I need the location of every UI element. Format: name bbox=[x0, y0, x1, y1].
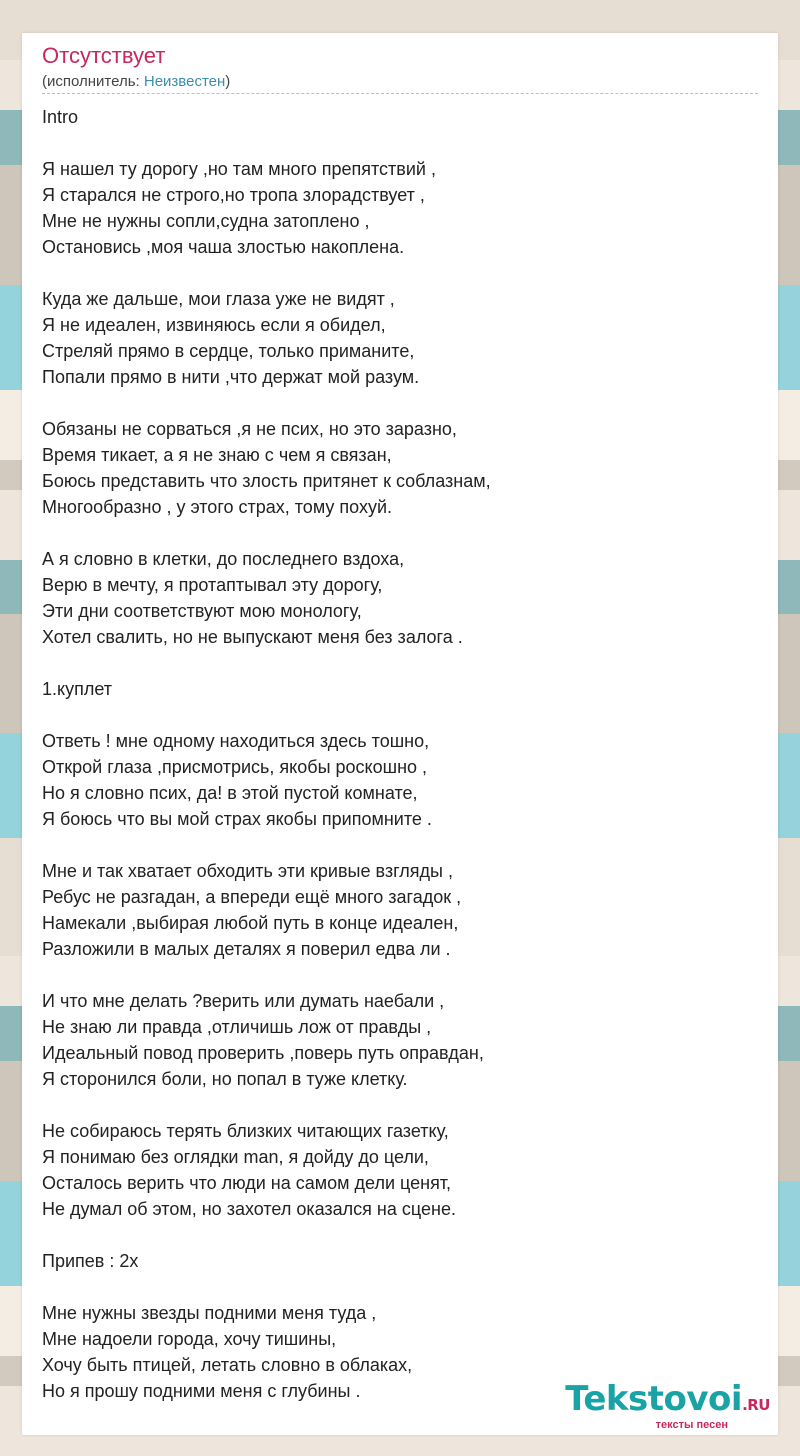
lyric-line: Не думал об этом, но захотел оказался на сцене. bbox=[42, 1199, 456, 1219]
performer-line bbox=[42, 73, 230, 90]
stanza-gap bbox=[42, 520, 762, 546]
lyric-line: Остановись ,моя чаша злостью накоплена. bbox=[42, 237, 405, 257]
lyric-line: Припев : 2x bbox=[42, 1251, 139, 1271]
logo-tagline: тексты песен bbox=[655, 1419, 728, 1431]
lyric-line: Открой глаза ,присмотрись, якобы роскошно , bbox=[42, 757, 428, 777]
logo-tld: .RU bbox=[742, 1396, 770, 1414]
lyric-line: Разложили в малых деталях я поверил едва ли . bbox=[42, 939, 451, 959]
stanza-gap bbox=[42, 832, 762, 858]
lyric-line: 1.куплет bbox=[42, 679, 112, 699]
stanza-gap bbox=[42, 130, 762, 156]
lyric-line: Но я словно псих, да! в этой пустой комнате, bbox=[42, 783, 418, 803]
lyric-line: Верю в мечту, я протаптывал эту дорогу, bbox=[42, 575, 383, 595]
performer-suffix: ) bbox=[225, 73, 231, 90]
lyric-line: Куда же дальше, мои глаза уже не видят , bbox=[42, 289, 395, 309]
performer-link[interactable]: Неизвестен bbox=[143, 73, 226, 90]
lyric-line: Мне надоели города, хочу тишины, bbox=[42, 1329, 337, 1349]
lyric-line: Я нашел ту дорогу ,но там много препятствий , bbox=[42, 159, 436, 179]
lyric-line: Ответь ! мне одному находиться здесь тошно, bbox=[42, 731, 430, 751]
lyric-line: Не собираюсь терять близких читающих газетку, bbox=[42, 1121, 449, 1141]
song-title: Отсутствует bbox=[42, 43, 166, 68]
lyric-line: Хотел свалить, но не выпускают меня без залога . bbox=[42, 627, 463, 647]
lyric-line: Я понимаю без оглядки man, я дойду до цели, bbox=[42, 1147, 429, 1167]
lyric-line: Intro bbox=[42, 107, 79, 127]
logo-brand bbox=[565, 1379, 770, 1422]
lyric-line: Мне нужны звезды подними меня туда , bbox=[42, 1303, 377, 1323]
lyric-line: Не знаю ли правда ,отличишь лож от правды , bbox=[42, 1017, 432, 1037]
stanza-gap bbox=[42, 962, 762, 988]
stanza-gap bbox=[42, 1274, 762, 1300]
lyric-line: Мне не нужны сопли,судна затоплено , bbox=[42, 211, 370, 231]
logo-brand-text: Tekstovoi bbox=[565, 1379, 743, 1419]
lyric-line: Боюсь представить что злость притянет к соблазнам, bbox=[42, 471, 491, 491]
stanza-gap bbox=[42, 650, 762, 676]
lyric-line: Я сторонился боли, но попал в туже клетку. bbox=[42, 1069, 408, 1089]
stanza-gap bbox=[42, 260, 762, 286]
lyric-line: Намекали ,выбирая любой путь в конце идеален, bbox=[42, 913, 459, 933]
lyric-line: Я не идеален, извиняюсь если я обидел, bbox=[42, 315, 386, 335]
lyric-line: Идеальный повод проверить ,поверь путь оправдан, bbox=[42, 1043, 484, 1063]
stanza-gap bbox=[42, 702, 762, 728]
lyrics-card bbox=[22, 33, 778, 1435]
lyric-line: И что мне делать ?верить или думать наебали , bbox=[42, 991, 445, 1011]
lyric-line: Осталось верить что люди на самом дели ценят, bbox=[42, 1173, 452, 1193]
stanza-gap bbox=[42, 1222, 762, 1248]
title-divider bbox=[42, 93, 758, 94]
lyric-line: Но я прошу подними меня с глубины . bbox=[42, 1381, 361, 1401]
stanza-gap bbox=[42, 1092, 762, 1118]
lyric-line: Ребус не разгадан, а впереди ещё много загадок , bbox=[42, 887, 462, 907]
lyric-line: А я словно в клетки, до последнего вздоха, bbox=[42, 549, 405, 569]
lyric-line: Время тикает, а я не знаю с чем я связан, bbox=[42, 445, 392, 465]
lyric-line: Многообразно , у этого страх, тому похуй. bbox=[42, 497, 393, 517]
lyric-line: Хочу быть птицей, летать словно в облаках, bbox=[42, 1355, 413, 1375]
lyric-line: Мне и так хватает обходить эти кривые взгляды , bbox=[42, 861, 453, 881]
lyrics-text bbox=[42, 104, 762, 1404]
lyric-line: Я старался не строго,но тропа злорадствует , bbox=[42, 185, 425, 205]
lyric-line: Попали прямо в нити ,что держат мой разум. bbox=[42, 367, 420, 387]
stanza-gap bbox=[42, 390, 762, 416]
lyric-line: Обязаны не сорваться ,я не псих, но это заразно, bbox=[42, 419, 457, 439]
lyric-line: Я боюсь что вы мой страх якобы припомните . bbox=[42, 809, 432, 829]
performer-prefix: (исполнитель: bbox=[42, 73, 144, 90]
site-logo[interactable] bbox=[565, 1379, 770, 1431]
lyric-line: Стреляй прямо в сердце, только приманите, bbox=[42, 341, 415, 361]
lyric-line: Эти дни соответствуют мою монологу, bbox=[42, 601, 362, 621]
